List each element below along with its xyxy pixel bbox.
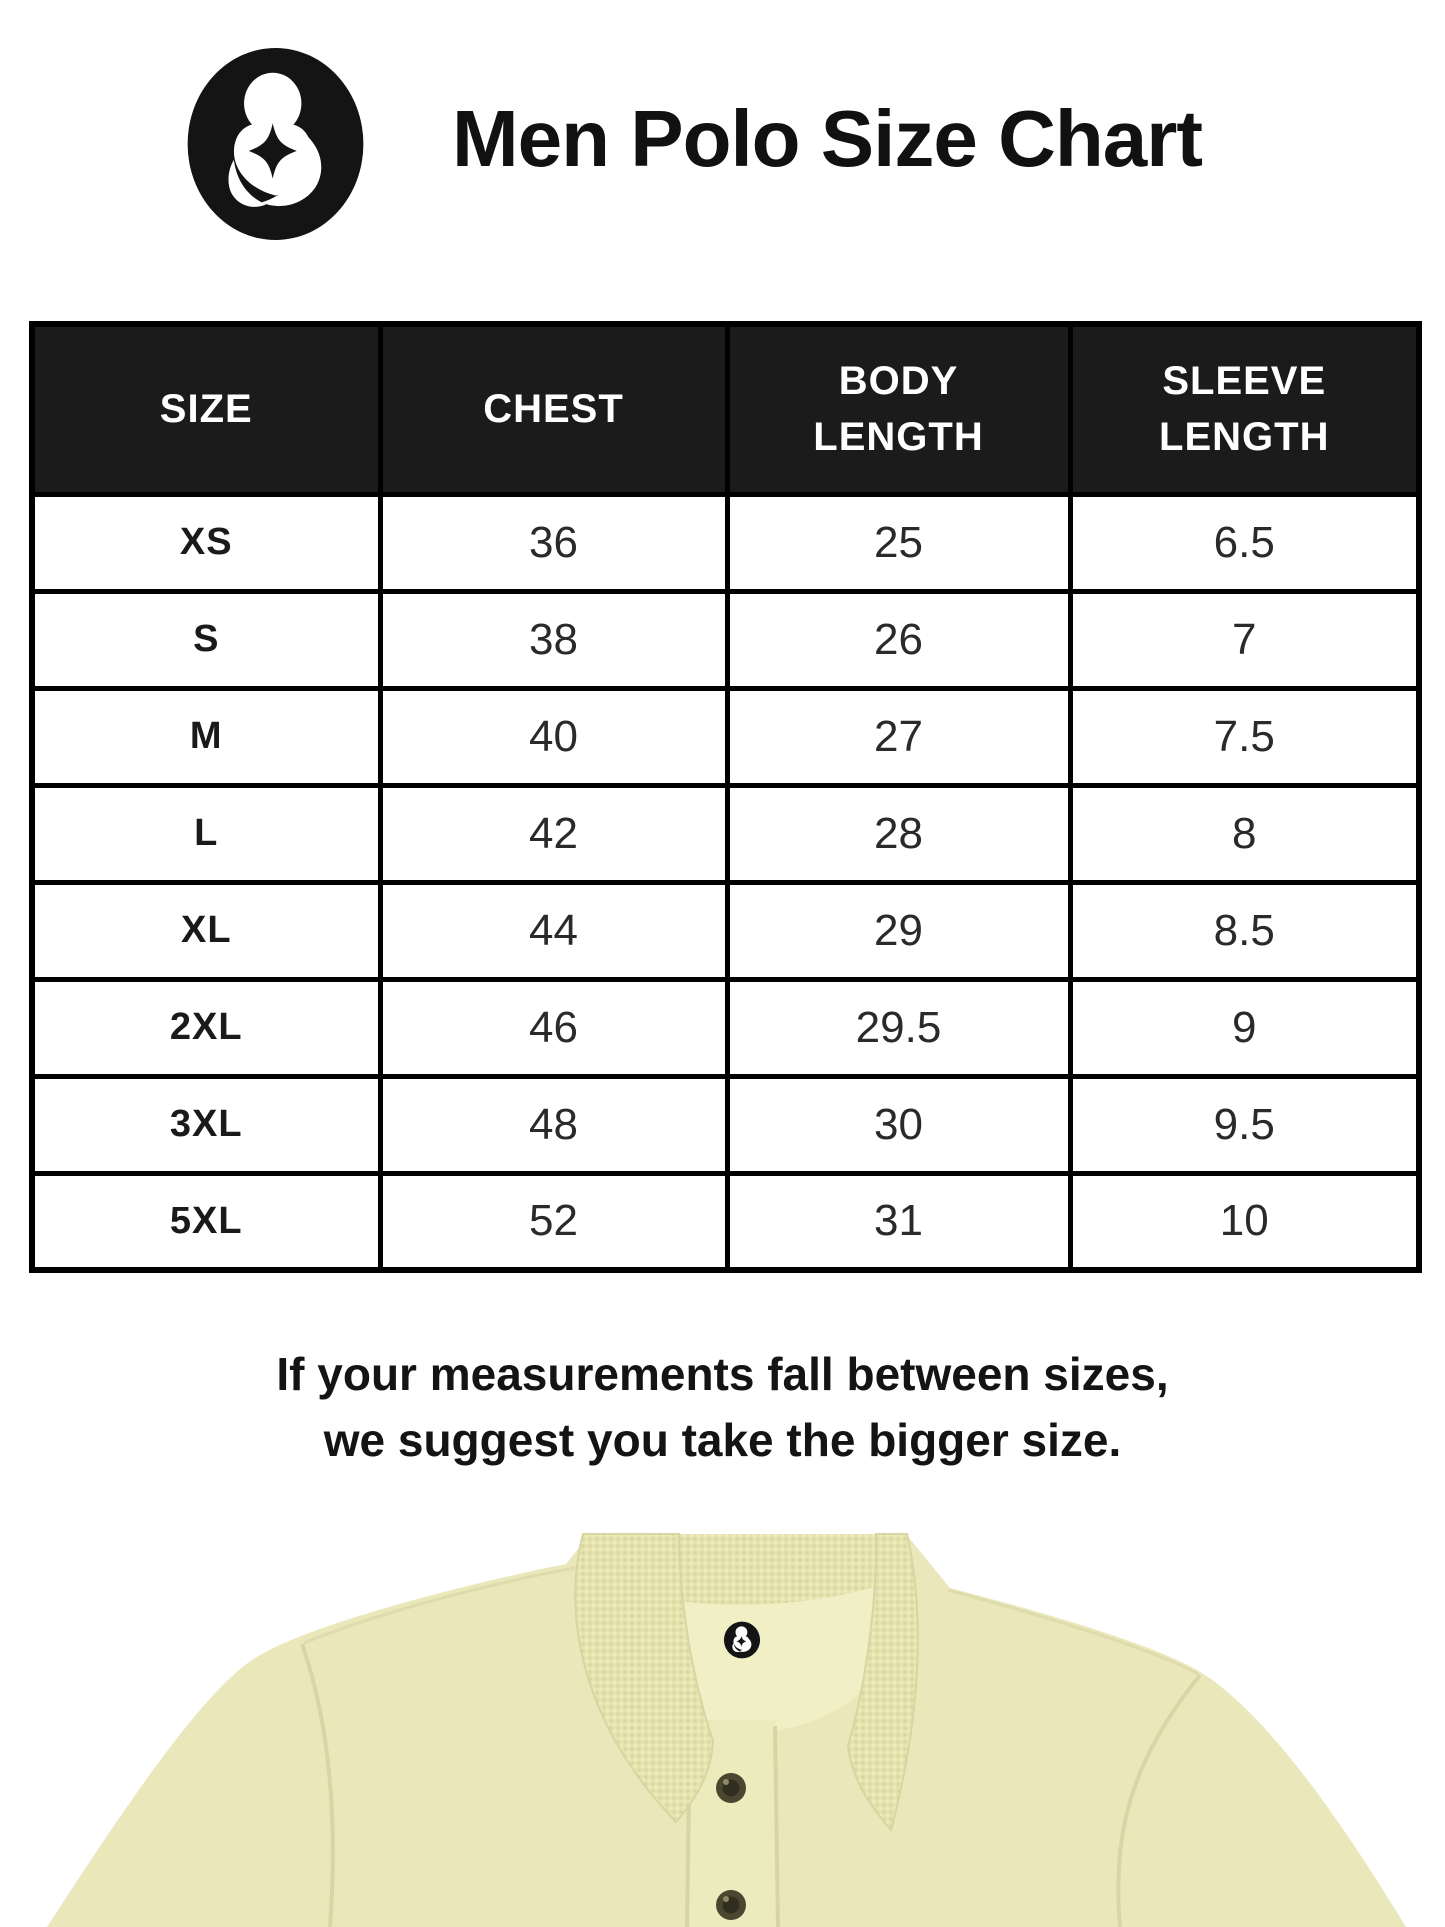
- table-row: [32, 494, 1419, 591]
- column-header-label: BODY LENGTH: [813, 359, 984, 460]
- size-label-cell: 3XL: [32, 1076, 380, 1173]
- table-row: [32, 979, 1419, 1076]
- table-row: [32, 882, 1419, 979]
- chest-value-cell: 38: [380, 591, 727, 688]
- body-length-value-cell: 28: [727, 785, 1070, 882]
- size-label-cell: S: [32, 591, 380, 688]
- fit-note: [0, 1342, 1445, 1474]
- size-label-cell: L: [32, 785, 380, 882]
- table-header-row: [32, 324, 1419, 494]
- size-label-cell: 2XL: [32, 979, 380, 1076]
- page-title: Men Polo Size Chart: [452, 94, 1202, 183]
- size-label-cell: 5XL: [32, 1173, 380, 1270]
- table-row: [32, 688, 1419, 785]
- fit-note-line1: If your measurements fall between sizes,: [276, 1348, 1169, 1400]
- brand-logo-icon: [183, 45, 368, 243]
- column-header-chest: [380, 324, 727, 494]
- size-chart-table: [29, 321, 1422, 1273]
- body-length-value-cell: 29.5: [727, 979, 1070, 1076]
- body-length-value-cell: 26: [727, 591, 1070, 688]
- sleeve-length-value-cell: 10: [1070, 1173, 1419, 1270]
- brand-tag-icon: [724, 1622, 760, 1659]
- body-length-value-cell: 27: [727, 688, 1070, 785]
- body-length-value-cell: 29: [727, 882, 1070, 979]
- chest-value-cell: 48: [380, 1076, 727, 1173]
- sleeve-length-value-cell: 9: [1070, 979, 1419, 1076]
- table-row: [32, 1076, 1419, 1173]
- column-header-label: SIZE: [159, 387, 253, 432]
- chest-value-cell: 46: [380, 979, 727, 1076]
- button-icon: [716, 1773, 746, 1803]
- body-length-value-cell: 25: [727, 494, 1070, 591]
- column-header-size: [32, 324, 380, 494]
- sleeve-length-value-cell: 7.5: [1070, 688, 1419, 785]
- sleeve-length-value-cell: 6.5: [1070, 494, 1419, 591]
- size-label-cell: XS: [32, 494, 380, 591]
- table-row: [32, 591, 1419, 688]
- body-length-value-cell: 30: [727, 1076, 1070, 1173]
- chest-value-cell: 44: [380, 882, 727, 979]
- size-label-cell: M: [32, 688, 380, 785]
- sleeve-length-value-cell: 9.5: [1070, 1076, 1419, 1173]
- sleeve-length-value-cell: 7: [1070, 591, 1419, 688]
- chest-value-cell: 52: [380, 1173, 727, 1270]
- button-icon: [716, 1890, 746, 1920]
- table-row: [32, 1173, 1419, 1270]
- sleeve-length-value-cell: 8.5: [1070, 882, 1419, 979]
- size-label-cell: XL: [32, 882, 380, 979]
- fit-note-line2: we suggest you take the bigger size.: [323, 1413, 1122, 1466]
- column-header-label: SLEEVE LENGTH: [1159, 359, 1330, 460]
- column-header-body-length: [727, 324, 1070, 494]
- column-header-label: CHEST: [483, 387, 624, 432]
- chest-value-cell: 36: [380, 494, 727, 591]
- chest-value-cell: 40: [380, 688, 727, 785]
- sleeve-length-value-cell: 8: [1070, 785, 1419, 882]
- chest-value-cell: 42: [380, 785, 727, 882]
- body-length-value-cell: 31: [727, 1173, 1070, 1270]
- column-header-sleeve-length: [1070, 324, 1419, 494]
- table-row: [32, 785, 1419, 882]
- polo-shirt-illustration: [0, 1530, 1445, 1927]
- polo-shirt-image: [0, 1530, 1445, 1927]
